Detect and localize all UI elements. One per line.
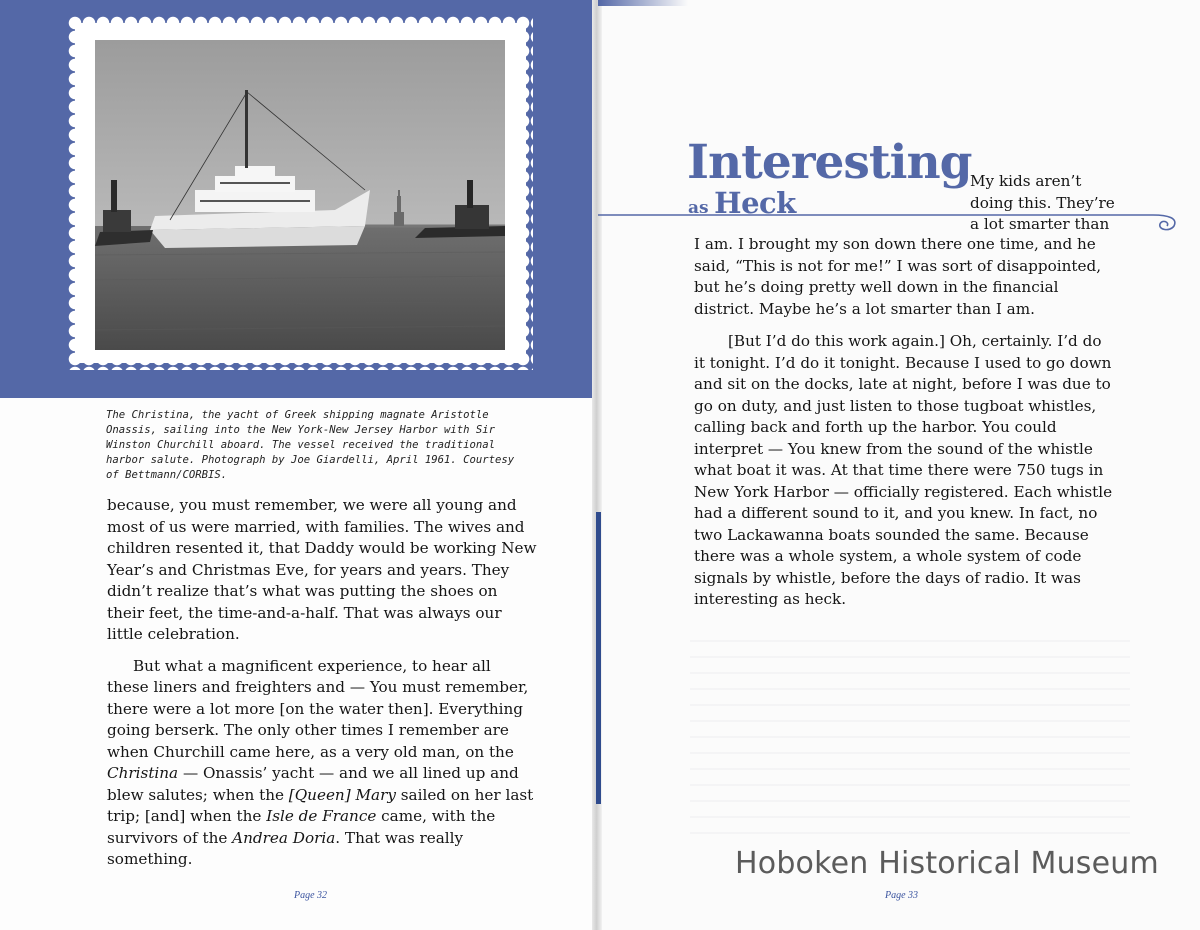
museum-watermark: Hoboken Historical Museum: [735, 846, 1159, 881]
italic-title: Christina: [107, 764, 179, 782]
caption-text: the yacht of Greek shipping magnate Aristotle Onassis, sailing into the New York-New Jersey Harbor with Sir Winston Churchill aboard. The vessel received the traditional harbor salute. Photograph by Joe Giardelli, April 1961. Courtesy of Bettmann/CORBIS.: [106, 409, 515, 481]
photo-caption: [106, 408, 526, 483]
text-run: — Onassis’ yacht — and we all lined up and blew salutes; when the: [107, 764, 519, 804]
text-run: But what a magnificent experience, to hear all these liners and freighters and — You must remember, there were a lot more [on the water then]. Everything going berserk. The only other times I remember are when Churchill came here, as a very old man, on the: [107, 656, 529, 761]
right-paragraph-1: I am. I brought my son down there one time, and he said, “This is not for me!” I was sort of disappointed, but he’s doing pretty well down in the financial district. Maybe he’s a lot smarter than I am.: [694, 235, 1102, 318]
left-page-body: [107, 495, 537, 881]
left-paragraph-1: because, you must remember, we were all young and most of us were married, with families. The wives and children resented it, that Daddy would be working New Year’s and Christmas Eve, for years and years. They didn’t realize that’s what was putting the shoes on their feet, the time-and-a-half. That was always our little celebration.: [107, 496, 537, 643]
heading-heck: Heck: [714, 186, 796, 220]
italic-title: Isle de France: [266, 807, 377, 825]
heading-main: Interesting: [687, 135, 972, 190]
margin-accent-bar: [596, 512, 601, 804]
page-number-right: Page 33: [885, 890, 919, 901]
text-run: came, with the survivors of the: [107, 807, 496, 847]
right-page-body: [694, 234, 1114, 622]
right-lead-text: [970, 171, 1120, 236]
italic-title: [Queen] Mary: [288, 785, 396, 804]
blue-edge: [598, 0, 688, 6]
yacht-photograph: [95, 40, 505, 350]
text-run: sailed on her last trip; [and] when the: [107, 785, 534, 825]
left-paragraph-2: [107, 656, 537, 871]
right-paragraph-2: [But I’d do this work again.] Oh, certainly. I’d do it tonight. I’d do it tonight. Because I used to go down and sit on the docks, late at night, before I was due to go on duty, and just listen to those tugboat whistles, calling back and forth up the harbor. You could interpret — You knew from the sound of the whistle what boat it was. At that time there were 750 tugs in New York Harbor — officially registered. Each whistle had a different sound to it, and you knew. In fact, no two Lackawanna boats sounded the same. Because there was a whole system, a whole system of code signals by whistle, before the days of radio. It was interesting as heck.: [694, 332, 1113, 608]
page-number-left: Page 32: [294, 890, 328, 901]
caption-vessel-name: The Christina,: [106, 409, 196, 421]
italic-title: Andrea Doria: [232, 828, 336, 847]
lead-paragraph: My kids aren’t doing this. They’re a lot smarter than: [970, 172, 1115, 233]
text-run: . That was really something.: [107, 828, 464, 868]
bleed-through-text: [690, 640, 1130, 840]
heading-as: as: [688, 198, 709, 218]
